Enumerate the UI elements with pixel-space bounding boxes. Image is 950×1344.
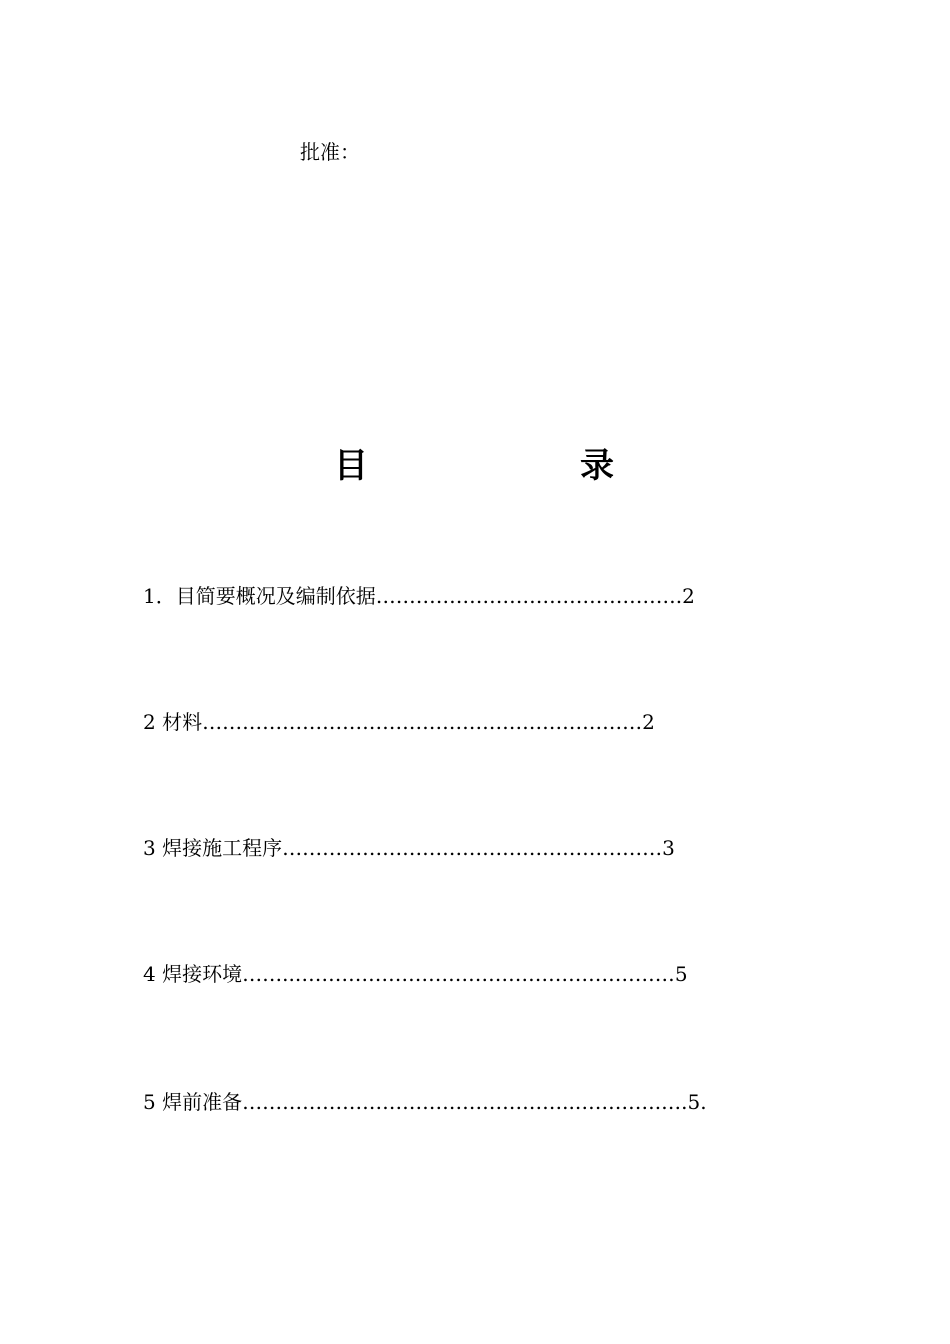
toc-entry-text: 3 焊接施工程序 [143,836,283,860]
approval-label: 批准： [300,140,360,164]
toc-heading-char-2: 录 [580,446,614,486]
toc-heading-char-1: 目 [334,446,368,486]
toc-entry[interactable] [143,834,675,862]
toc-entry-leader: ……………………………………… [375,584,676,608]
toc-entry[interactable] [143,960,688,988]
toc-entry-page: 2 [642,710,655,734]
toc-entry-leader: ………………………………………………… [282,836,663,860]
toc-entry[interactable] [143,708,655,736]
toc-entry[interactable] [143,582,695,610]
toc-entry-text: 2 材料 [143,710,203,734]
toc-entry-text: 5 焊前准备 [143,1090,243,1114]
toc-entry-leader: …………………………………………..………….…. [242,1090,688,1114]
toc-entry-text: 4 焊接环境 [143,962,243,986]
toc-entry-page: .2 [675,584,695,608]
toc-entry[interactable] [143,1088,707,1116]
toc-entry-text: 1．目简要概况及编制依据 [143,584,376,608]
toc-entry-page: 3 [662,836,675,860]
toc-entry-leader: ………………………………………………………… [202,710,643,734]
toc-entry-page: 5 [674,962,688,986]
toc-entry-leader: ……..………………………………………………… [242,962,675,986]
toc-entry-page: 5. [687,1090,707,1114]
toc-heading [0,444,950,488]
